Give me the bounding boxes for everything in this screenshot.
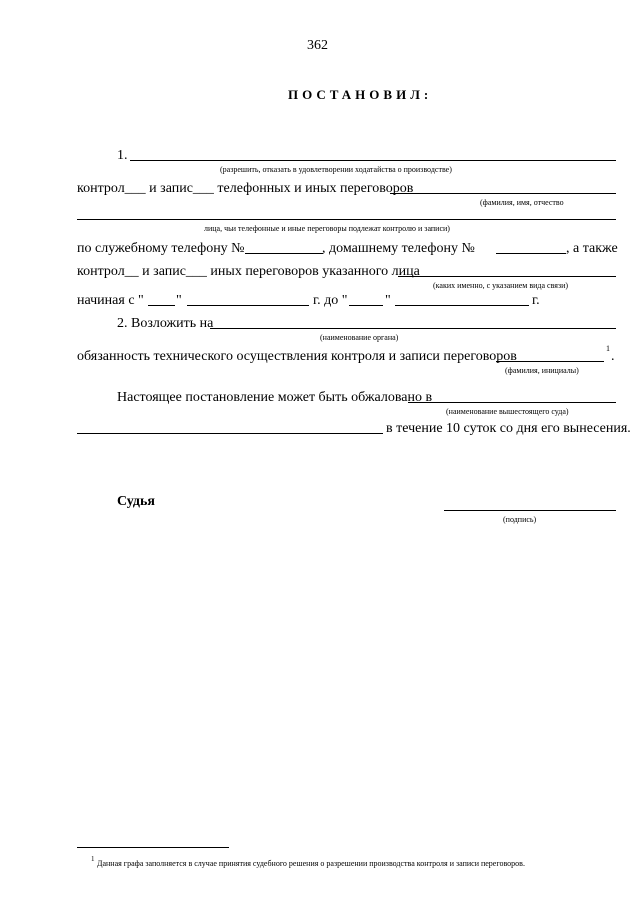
item-1-number: 1.: [117, 148, 128, 163]
other-control-text: контрол__ и запис___ иных переговоров указанного лица: [77, 264, 420, 279]
organ-fill-line[interactable]: [210, 328, 616, 329]
signature-caption: (подпись): [503, 515, 537, 524]
duty-text: обязанность технического осуществления контроля и записи переговоров: [77, 349, 517, 364]
fio-fill-line[interactable]: [390, 193, 616, 194]
item-1-fill-line[interactable]: [130, 160, 616, 161]
comm-type-fill-line[interactable]: [398, 276, 616, 277]
phones-label-office: по служебному телефону №: [77, 241, 245, 256]
control-text: контрол___ и запис___ телефонных и иных переговоров: [77, 181, 414, 196]
start-month-fill-line[interactable]: [187, 305, 309, 306]
end-day-fill-line[interactable]: [349, 305, 383, 306]
start-day-fill-line[interactable]: [148, 305, 175, 306]
footnote-separator: [77, 847, 229, 848]
period-year-label: г.: [532, 293, 540, 308]
page-title: ПОСТАНОВИЛ:: [288, 87, 433, 102]
appeal-term-text: в течение 10 суток со дня его вынесения.: [386, 421, 631, 436]
period-to-label: г. до ": [313, 293, 348, 308]
footnote-reference: 1: [606, 344, 610, 353]
office-phone-fill-line[interactable]: [245, 253, 323, 254]
judge-label: Судья: [117, 494, 155, 509]
phones-label-also: , а также: [566, 241, 618, 256]
item-2-text: 2. Возложить на: [117, 316, 214, 331]
signature-fill-line[interactable]: [444, 510, 616, 511]
person-caption: лица, чьи телефонные и иные переговоры подлежат контролю и записи): [204, 224, 450, 233]
organ-caption: (наименование органа): [320, 333, 399, 342]
court-continuation-fill-line[interactable]: [77, 433, 383, 434]
executor-caption: (фамилия, инициалы): [505, 366, 579, 375]
period-quote-2: ": [385, 293, 391, 308]
item-1-caption: (разрешить, отказать в удовлетворении ходатайства о производстве): [220, 165, 452, 174]
home-phone-fill-line[interactable]: [496, 253, 566, 254]
court-caption: (наименование вышестоящего суда): [446, 407, 569, 416]
person-fill-line[interactable]: [77, 219, 616, 220]
court-fill-line[interactable]: [408, 402, 616, 403]
end-month-fill-line[interactable]: [395, 305, 529, 306]
executor-fill-line[interactable]: [496, 361, 604, 362]
page-number: 362: [307, 38, 328, 53]
phones-label-home: , домашнему телефону №: [322, 241, 475, 256]
duty-end-period: .: [611, 349, 615, 364]
period-quote-1: ": [176, 293, 182, 308]
footnote-text: Данная графа заполняется в случае принятия судебного решения о разрешении производства контроля и записи переговоров.: [97, 859, 525, 868]
period-start-label: начиная с ": [77, 293, 144, 308]
footnote-mark: 1: [91, 855, 95, 863]
comm-type-caption: (каких именно, с указанием вида связи): [433, 281, 569, 290]
fio-caption: (фамилия, имя, отчество: [480, 198, 564, 207]
appeal-text: Настоящее постановление может быть обжаловано в: [117, 390, 433, 405]
